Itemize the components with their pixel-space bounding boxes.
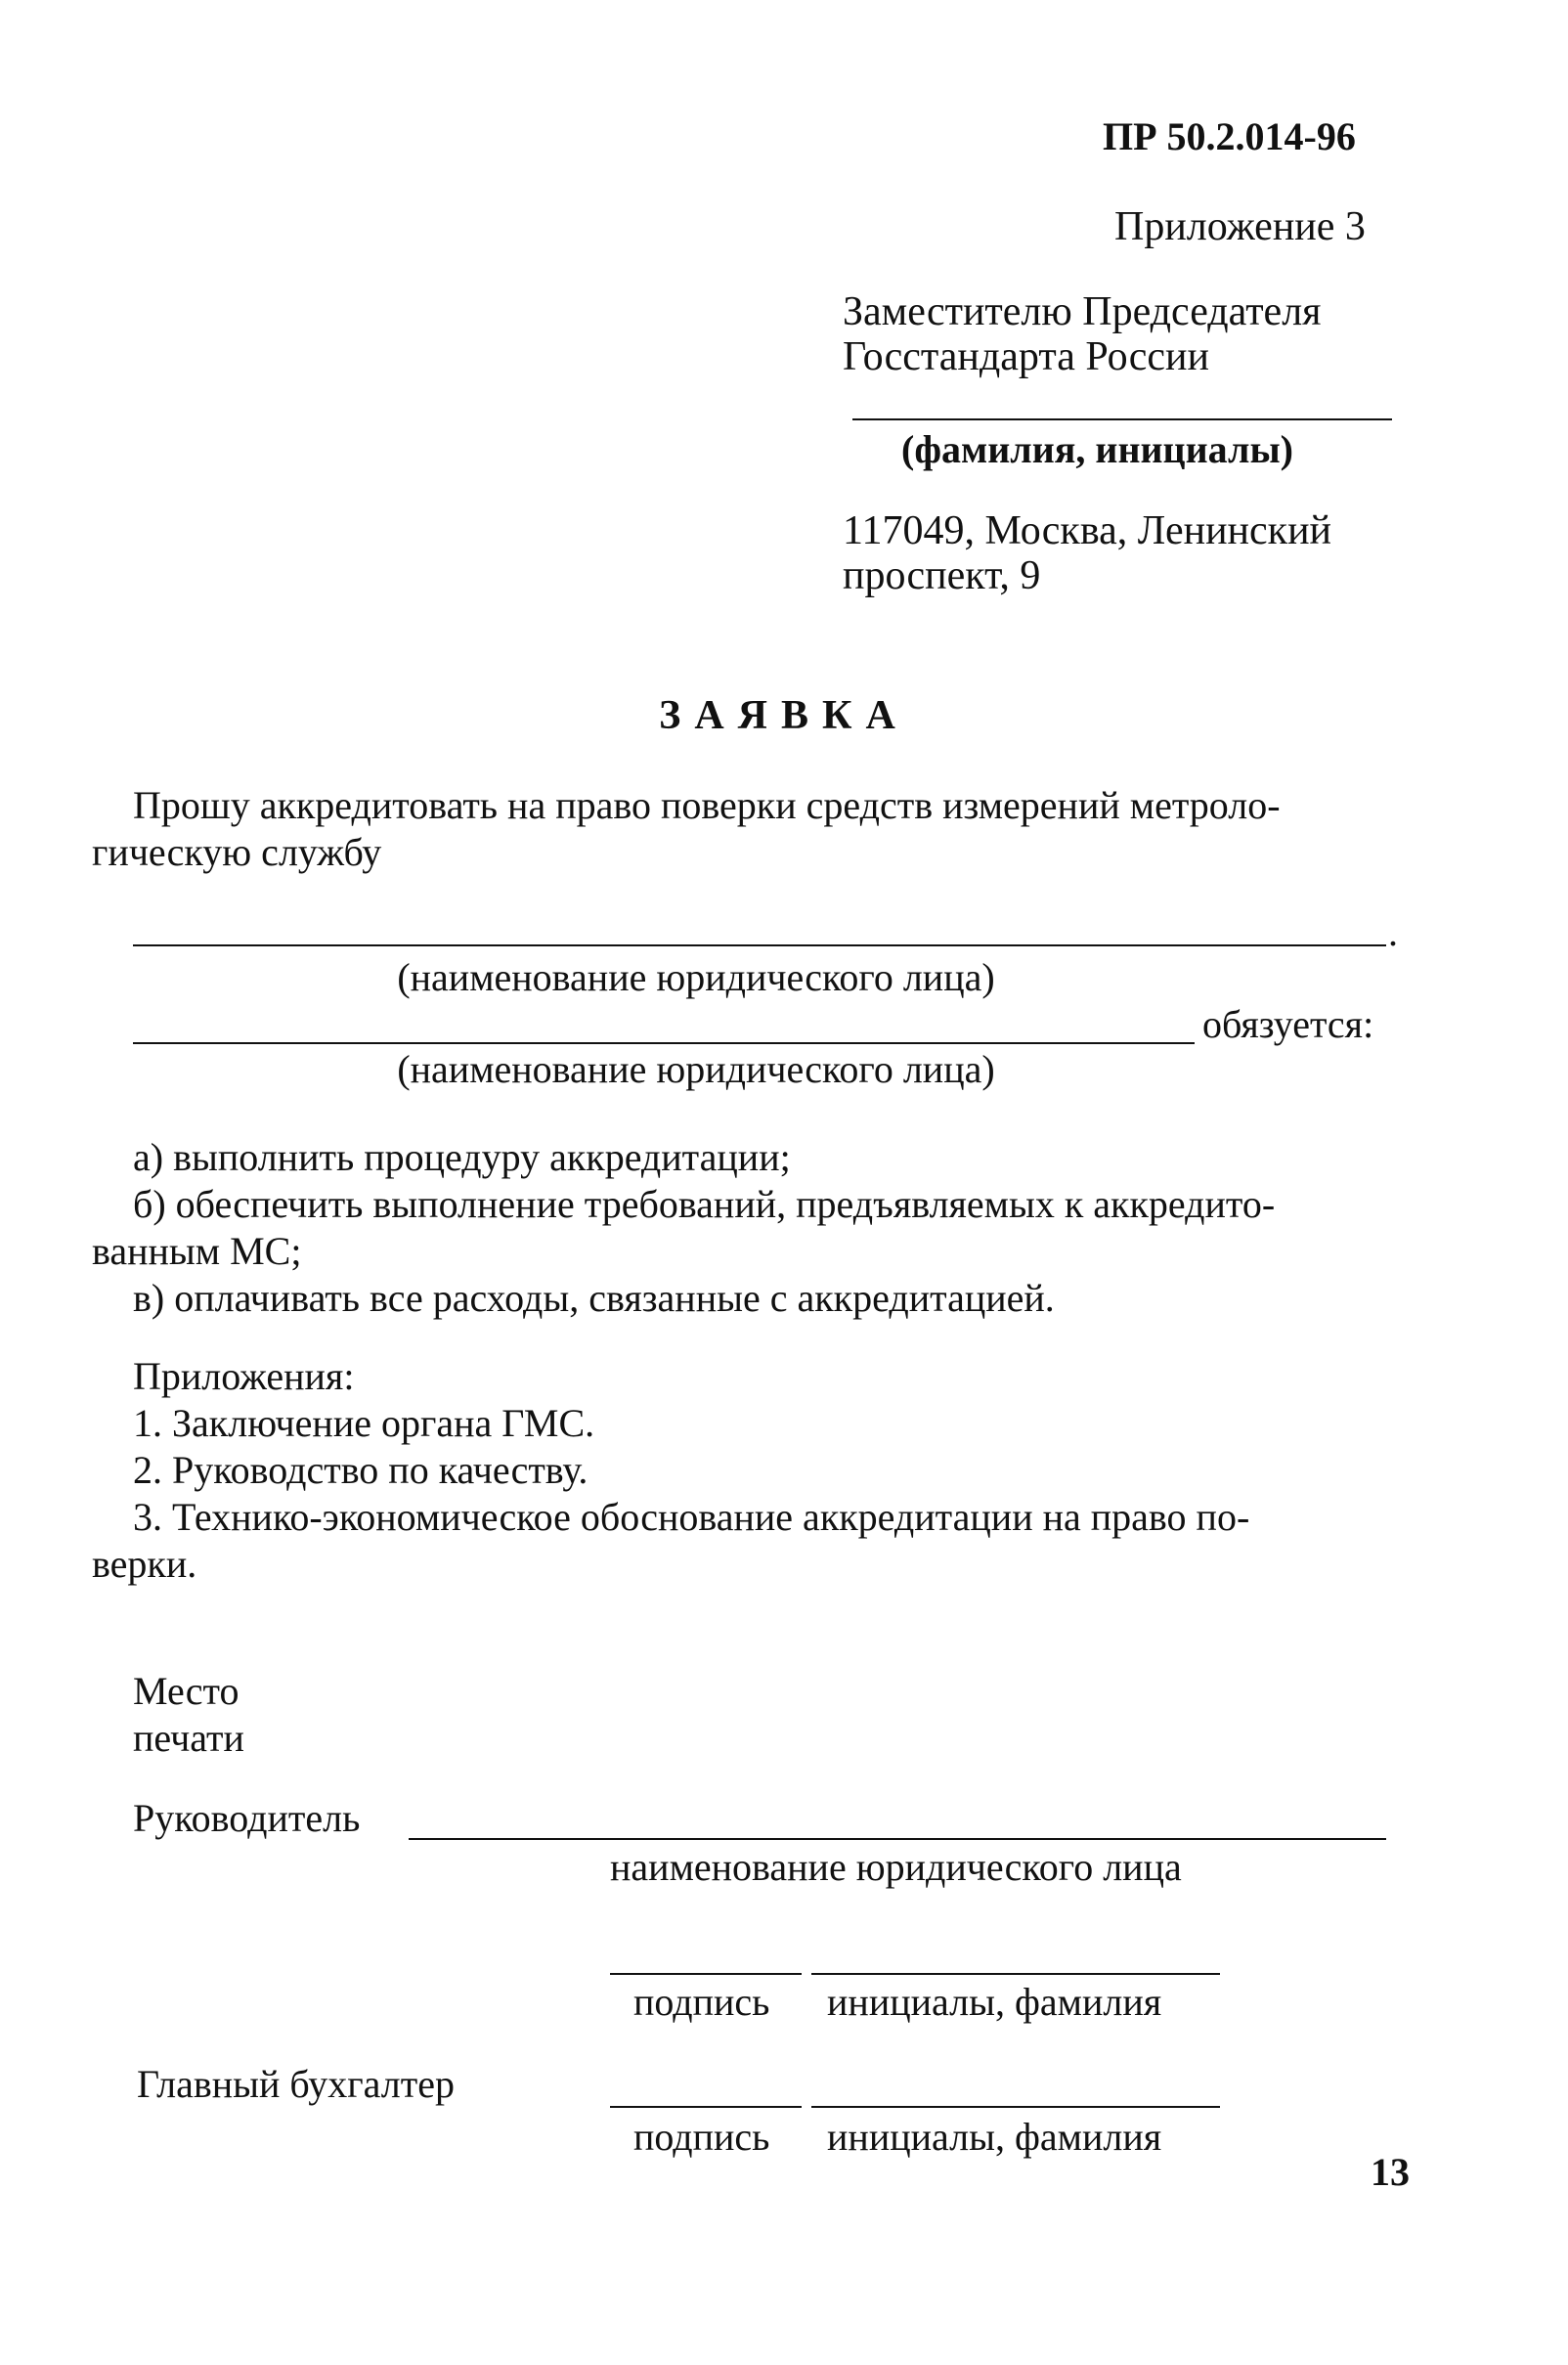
- obligation-b-line-1: б) обеспечить выполнение требований, предъявляемых к аккредито-: [133, 1182, 1276, 1226]
- attachment-item-3-line-1: 3. Технико-экономическое обоснование аккредитации на право по-: [133, 1495, 1250, 1539]
- attachment-item-2: 2. Руководство по качеству.: [133, 1448, 588, 1492]
- request-text: [92, 782, 1412, 876]
- document-title: ЗАЯВКА: [659, 693, 909, 738]
- accountant-initials-line: [811, 2106, 1220, 2108]
- head-name-line: [409, 1838, 1386, 1840]
- obligation-b-line-2: ванным МС;: [92, 1229, 302, 1273]
- attachment-item-3-line-2: верки.: [92, 1542, 197, 1586]
- seal-line-1: Место: [133, 1669, 240, 1713]
- appendix-label: Приложение 3: [1114, 204, 1366, 249]
- page-number: 13: [1371, 2150, 1410, 2194]
- legal-entity-caption-2: (наименование юридического лица): [397, 1047, 995, 1091]
- seal-line-2: печати: [133, 1716, 244, 1760]
- addressee-line-1: Заместителю Председателя: [843, 289, 1322, 334]
- attachment-item-1: 1. Заключение органа ГМС.: [133, 1401, 595, 1445]
- head-signature-caption: подпись: [633, 1980, 770, 2024]
- accountant-signature-caption: подпись: [633, 2115, 770, 2159]
- address-block: [843, 508, 1331, 598]
- head-initials-line: [811, 1973, 1220, 1975]
- accountant-initials-caption: инициалы, фамилия: [827, 2115, 1162, 2159]
- legal-entity-line-1: [133, 944, 1386, 946]
- legal-entity-caption-1: (наименование юридического лица): [397, 955, 995, 999]
- head-org-caption: наименование юридического лица: [610, 1845, 1182, 1889]
- addressee-line-2: Госстандарта России: [843, 334, 1209, 379]
- accountant-signature-line: [610, 2106, 802, 2108]
- obligations-list: [92, 1134, 1275, 1322]
- obligation-c: в) оплачивать все расходы, связанные с аккредитацией.: [133, 1276, 1055, 1320]
- addressee-name-line: [852, 418, 1392, 420]
- accountant-label: Главный бухгалтер: [137, 2062, 455, 2106]
- legal-entity-line-2: [133, 1042, 1195, 1044]
- request-line-2: гическую службу: [92, 830, 382, 874]
- obligation-a: а) выполнить процедуру аккредитации;: [133, 1135, 791, 1179]
- document-code: ПР 50.2.014-96: [1103, 114, 1356, 158]
- request-line-1: Прошу аккредитовать на право поверки средств измерений метроло-: [133, 783, 1281, 827]
- address-line-2: проспект, 9: [843, 553, 1041, 598]
- seal-place: [133, 1668, 244, 1762]
- head-label: Руководитель: [133, 1796, 361, 1840]
- address-line-1: 117049, Москва, Ленинский: [843, 508, 1332, 553]
- attachments-heading: Приложения:: [133, 1354, 355, 1398]
- attachments-list: [92, 1353, 1249, 1588]
- line-end-mark: .: [1388, 910, 1398, 954]
- obliges-label: обязуется:: [1202, 1002, 1374, 1046]
- addressee-block: [843, 289, 1321, 379]
- head-initials-caption: инициалы, фамилия: [827, 1980, 1162, 2024]
- head-signature-line: [610, 1973, 802, 1975]
- addressee-name-caption: (фамилия, инициалы): [901, 427, 1293, 471]
